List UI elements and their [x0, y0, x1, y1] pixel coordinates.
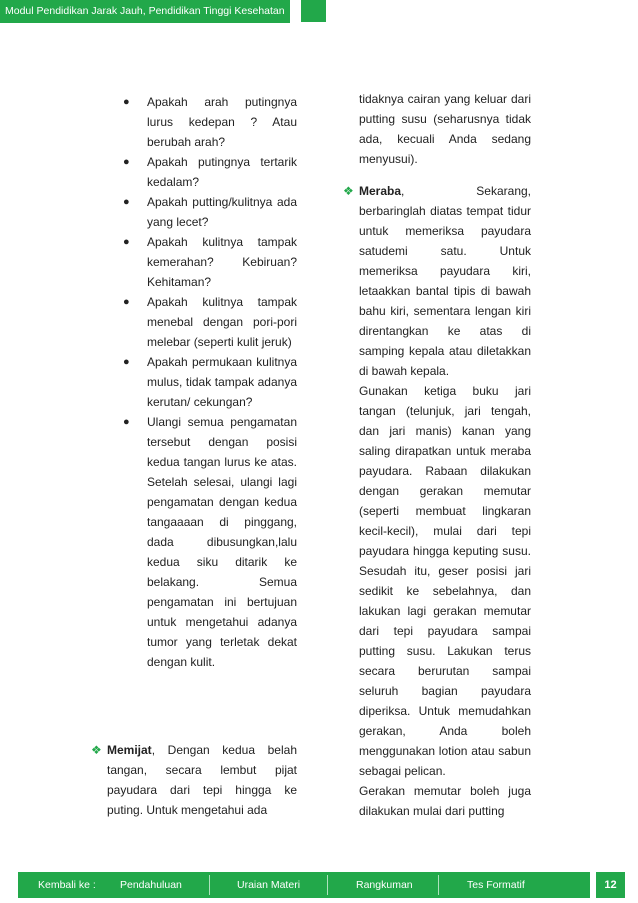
- meraba-text: , Sekarang, berbaringlah diatas tempat tidur untuk memeriksa payudara satudemi satu. Untuk memeriksa payudara kiri, letaakkan bantal tipis di bawah bahu kiri, sementara lengan kiri direntangkan ke atas di samping kepala atau diletakkan di bawah kepala.: [359, 184, 531, 378]
- bullet-text: Apakah permukaan kulitnya mulus, tidak tampak adanya kerutan/ cekungan?: [147, 355, 297, 409]
- nav-tes-formatif[interactable]: Tes Formatif: [467, 879, 525, 891]
- continued-paragraph: tidaknya cairan yang keluar dari putting susu (seharusnya tidak ada, kecuali Anda sedang menyusui).: [359, 92, 531, 166]
- left-bullet-list: [123, 92, 297, 672]
- list-item: [123, 192, 297, 232]
- paragraph: Gerakan memutar boleh juga dilakukan mulai dari putting: [359, 784, 531, 818]
- back-label: Kembali ke :: [38, 879, 96, 891]
- nav-pendahuluan[interactable]: Pendahuluan: [120, 879, 182, 891]
- bullet-text: Apakah arah putingnya lurus kedepan ? Atau berubah arah?: [147, 95, 297, 149]
- bullet-dot-icon: ●: [123, 296, 130, 308]
- bullet-text: Apakah putingnya tertarik kedalam?: [147, 155, 297, 189]
- bullet-text: Apakah kulitnya tampak kemerahan? Kebiruan? Kehitaman?: [147, 235, 297, 289]
- nav-uraian-materi[interactable]: Uraian Materi: [237, 879, 301, 891]
- nav-divider: [209, 875, 210, 895]
- bullet-dot-icon: ●: [123, 356, 130, 368]
- list-item: [123, 232, 297, 292]
- bullet-text: Apakah kulitnya tampak menebal dengan pori-pori melebar (seperti kulit jeruk): [147, 295, 297, 349]
- nav-divider: [438, 875, 439, 895]
- bullet-text: Apakah putting/kulitnya ada yang lecet?: [147, 195, 297, 229]
- list-item: [123, 292, 297, 352]
- header-underline: [0, 22, 290, 23]
- nav-rangkuman[interactable]: Rangkuman: [356, 879, 413, 891]
- list-item: [123, 92, 297, 152]
- section-item: [91, 740, 297, 820]
- meraba-title: Meraba: [359, 184, 402, 198]
- bullet-dot-icon: ●: [123, 236, 130, 248]
- bullet-dot-icon: ●: [123, 196, 130, 208]
- memijat-section: [91, 740, 297, 820]
- bullet-dot-icon: ●: [123, 416, 130, 428]
- list-item: [123, 352, 297, 412]
- diamond-bullet-icon: ❖: [343, 184, 354, 198]
- header-accent-box: [301, 0, 326, 22]
- diamond-bullet-icon: ❖: [91, 743, 102, 757]
- bullet-dot-icon: ●: [123, 156, 130, 168]
- paragraph: Gunakan ketiga buku jari tangan (telunjuk, jari tengah, dan jari manis) kanan yang saling dirapatkan untuk meraba payudara. Rabaan dilakukan dengan gerakan memutar (seperti membuat lingkaran kecil-kecil), mulai dari tepi payudara hingga keputing susu. Sesudah itu, geser posisi jari sedikit ke sebelahnya, dan lakukan lagi gerakan memutar dari tepi payudara sampai putting susu. Lakukan terus secara berurutan sampai seluruh bagian payudara diperiksa. Untuk memudahkan gerakan, Anda boleh menggunakan lotion atau sabun sebagai pelican.: [359, 384, 531, 778]
- memijat-text: , Dengan kedua belah tangan, secara lembut pijat payudara dari tepi hingga ke puting. Untuk mengetahui ada: [107, 743, 297, 817]
- list-item: [123, 152, 297, 192]
- right-column: [343, 89, 531, 821]
- section-item: [343, 181, 531, 381]
- bullet-dot-icon: ●: [123, 96, 130, 108]
- nav-divider: [327, 875, 328, 895]
- memijat-title: Memijat: [107, 743, 152, 757]
- paragraph-gap: [359, 169, 531, 181]
- list-item: [123, 412, 297, 672]
- header-title: Modul Pendidikan Jarak Jauh, Pendidikan Tinggi Kesehatan: [0, 0, 290, 22]
- bullet-text: Ulangi semua pengamatan tersebut dengan posisi kedua tangan lurus ke atas. Setelah selesai, ulangi lagi pengamatan dengan kedua tangaaaan di pinggang, dada dibusungkan,lalu kedua siku ditarik ke belakang. Semua pengamatan ini bertujuan untuk mengetahui adanya tumor yang terletak dekat dengan kulit.: [147, 415, 297, 669]
- page-number: 12: [596, 872, 625, 898]
